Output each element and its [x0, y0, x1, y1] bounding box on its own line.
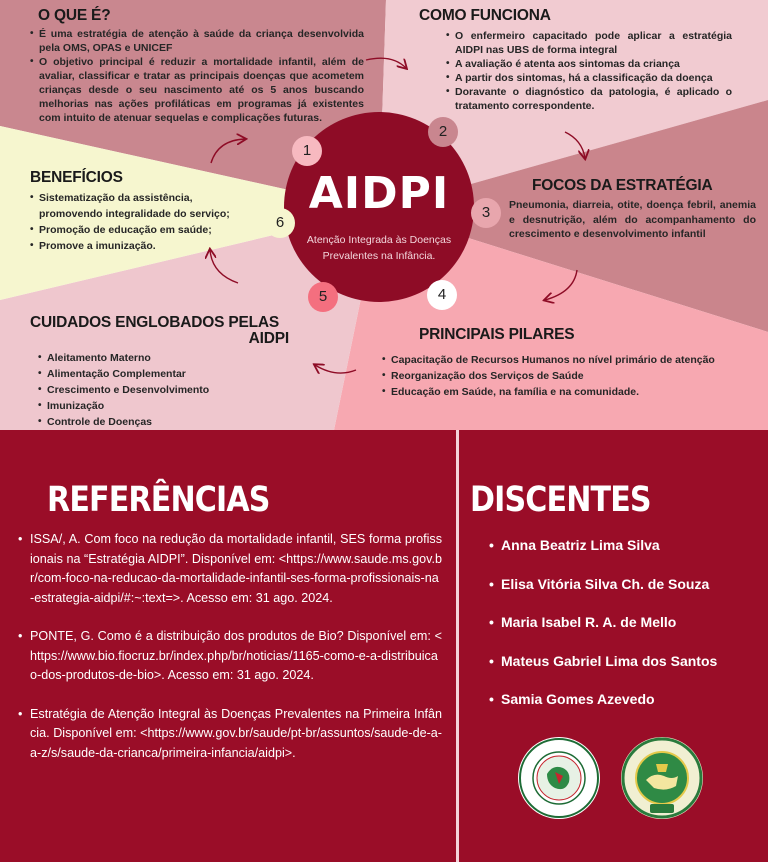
- student-name: • Anna Beatriz Lima Silva: [489, 536, 717, 575]
- list-item: • O enfermeiro capacitado pode aplicar a estratégia AIDPI nas UBS de forma integral: [446, 29, 732, 57]
- reference-item: • ISSA/, A. Com foco na redução da mortalidade infantil, SES forma profissionais na “Estratégia AIDPI”. Disponível em: <https://www.saude.ms.gov.br/com-foco-na-reducao-da-mortalidade-infantil-ses-forma-profissionais-na-estrategia-aidpi/#:~:text=>. Acesso em: 31 ago. 2024.: [18, 530, 442, 608]
- section-o-que-e: [30, 7, 364, 125]
- references-list: [18, 530, 442, 782]
- references-panel: [0, 430, 456, 862]
- section-beneficios: [30, 169, 252, 254]
- list-item: • Controle de Doenças: [38, 414, 292, 430]
- list-item: • Reorganização dos Serviços de Saúde: [382, 368, 742, 384]
- section-title: COMO FUNCIONA: [419, 7, 551, 24]
- step-number-3: 3: [471, 198, 501, 228]
- section-title: CUIDADOS ENGLOBADOS PELAS AIDPI: [30, 314, 289, 347]
- students-title: DISCENTES: [470, 480, 651, 520]
- list-item: • É uma estratégia de atenção à saúde da criança desenvolvida pela OMS, OPAS e UNICEF: [30, 27, 364, 55]
- step-number-6: 6: [265, 208, 295, 238]
- student-name: • Samia Gomes Azevedo: [489, 690, 717, 729]
- list-item: • Alimentação Complementar: [38, 366, 292, 382]
- student-name: • Mateus Gabriel Lima dos Santos: [489, 652, 717, 691]
- step-number-5: 5: [308, 282, 338, 312]
- list-item: • A avaliação é atenta aos sintomas da criança: [446, 57, 732, 71]
- list-item: • Promoção de educação em saúde;: [30, 222, 252, 238]
- list-item: • O objetivo principal é reduzir a mortalidade infantil, além de avaliar, classificar e tratar as principais doenças que acometem crianças desde o seu nascimento até os 5 anos buscando melhorias nas ações profiláticas em programas já existentes com intuito de atenuar sequelas e complicações futuras.: [30, 55, 364, 125]
- list-item: • Capacitação de Recursos Humanos no nível primário de atenção: [382, 352, 742, 368]
- step-number-2: 2: [428, 117, 458, 147]
- aidpi-subtitle: Atenção Integrada às Doenças Prevalentes na Infância.: [306, 234, 452, 262]
- section-title: O QUE É?: [38, 7, 111, 24]
- aidpi-title: AIDPI: [308, 168, 450, 219]
- section-text: Pneumonia, diarreia, otite, doença febril, anemia e desnutrição, além do acompanhamento do crescimento e desenvolvimento infantil: [509, 199, 756, 240]
- references-title: REFERÊNCIAS: [47, 480, 270, 520]
- step-number-4: 4: [427, 280, 457, 310]
- section-focos: [509, 177, 756, 242]
- section-como-funciona: [419, 7, 732, 113]
- ufam-logo: [517, 736, 601, 820]
- step-number-1: 1: [292, 136, 322, 166]
- section-title: PRINCIPAIS PILARES: [419, 326, 575, 343]
- list-item: • Imunização: [38, 398, 292, 414]
- section-title: FOCOS DA ESTRATÉGIA: [532, 177, 713, 194]
- student-name: • Elisa Vitória Silva Ch. de Souza: [489, 575, 717, 614]
- list-item: • A partir dos sintomas, há a classificação da doença: [446, 71, 732, 85]
- reference-item: • PONTE, G. Como é a distribuição dos produtos de Bio? Disponível em: <https://www.bio.fiocruz.br/index.php/br/noticias/1165-como-e-a-distribuicao-dos-produtos-de-bio>. Acesso em: 31 ago. 2024.: [18, 627, 442, 686]
- section-cuidados: [30, 315, 292, 430]
- students-panel: [459, 430, 768, 862]
- student-name: • Maria Isabel R. A. de Mello: [489, 613, 717, 652]
- list-item: • Promove a imunização.: [30, 238, 252, 254]
- nursing-school-logo: [620, 736, 704, 820]
- list-item: • Doravante o diagnóstico da patologia, é aplicado o tratamento correspondente.: [446, 85, 732, 113]
- list-item: • Educação em Saúde, na família e na comunidade.: [382, 384, 742, 400]
- students-list: [489, 536, 717, 729]
- section-pilares: [382, 326, 742, 400]
- infographic-top: [0, 0, 768, 430]
- reference-item: • Estratégia de Atenção Integral às Doenças Prevalentes na Primeira Infância. Disponível em: <https://www.gov.br/saude/pt-br/assuntos/saude-de-a-a-z/s/saude-da-crianca/primeira-infancia/aidpi>.: [18, 705, 442, 764]
- list-item: • Crescimento e Desenvolvimento: [38, 382, 292, 398]
- section-title: BENEFÍCIOS: [30, 169, 123, 186]
- list-item: • Sistematização da assistência, promovendo integralidade do serviço;: [30, 190, 252, 222]
- list-item: • Aleitamento Materno: [38, 350, 292, 366]
